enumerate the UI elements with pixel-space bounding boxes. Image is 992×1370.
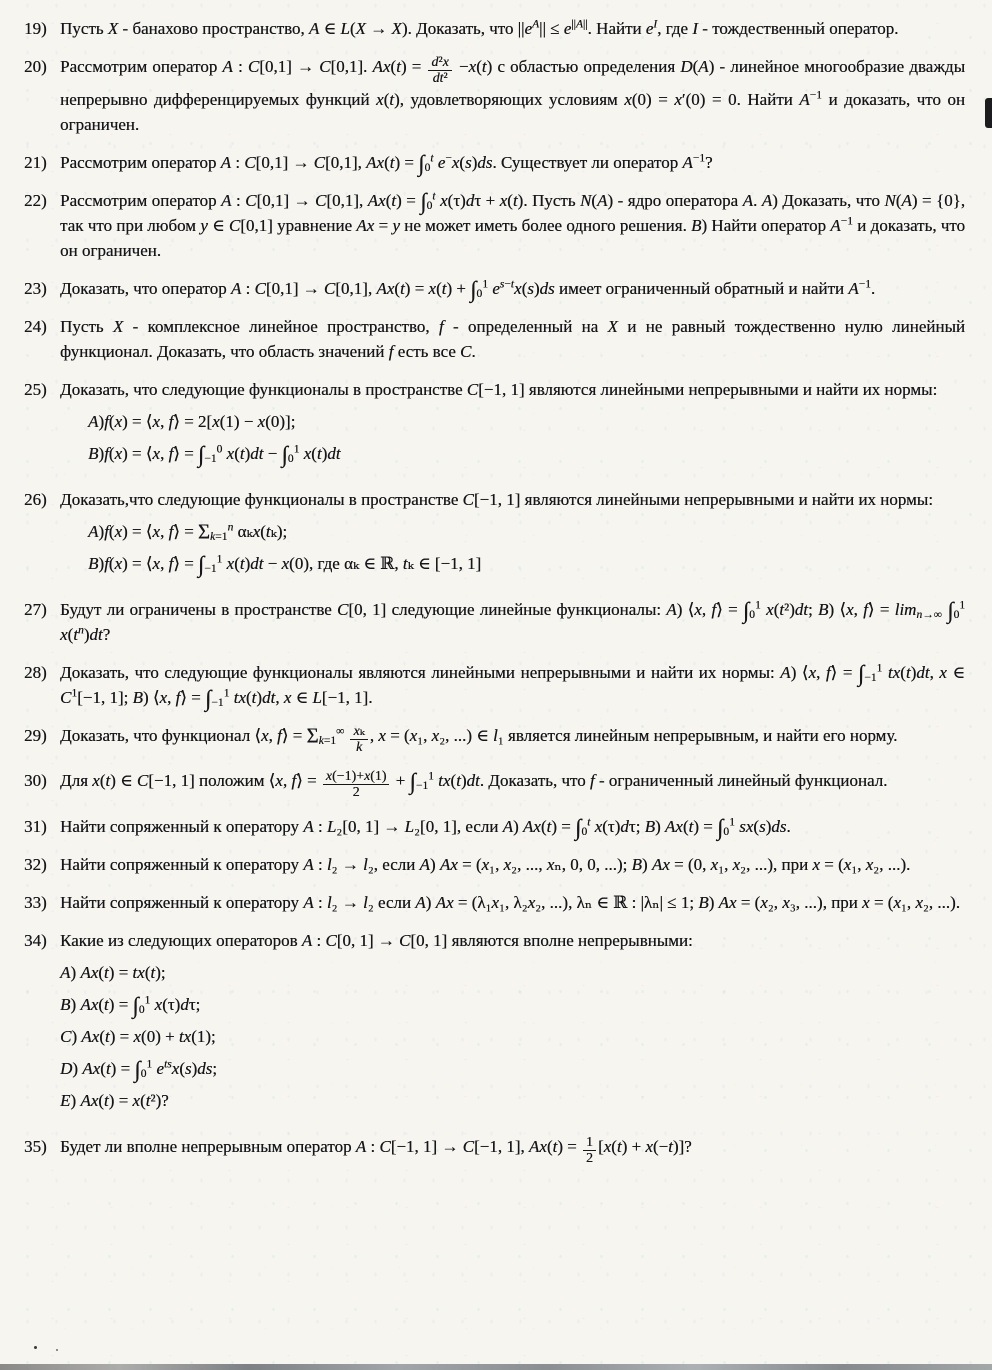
problem-item	[24, 16, 965, 41]
problem-number: 25)	[24, 379, 47, 399]
integral-sign: ∫	[409, 768, 416, 794]
problem-number: 33)	[24, 892, 47, 912]
problem-number: 29)	[24, 725, 47, 745]
integral-sign: ∫	[204, 685, 212, 711]
problem-subitem: D) $Ax(t) = \int_0^1$ $e^{ts}x(s)ds$;	[60, 1056, 218, 1082]
integral-sign: ∫	[716, 814, 724, 840]
integral-sign: ∫	[742, 597, 750, 623]
problem-number: 24)	[24, 316, 47, 336]
integral-sign: ∫	[575, 814, 582, 840]
problem-item	[24, 660, 965, 710]
problem-number: 32)	[24, 854, 47, 874]
problem-item	[24, 1134, 965, 1167]
integral-sign: ∫	[857, 660, 865, 686]
scan-ink-mark	[985, 98, 992, 128]
fraction: $\frac{\text{xₖ}}{k}$	[350, 724, 367, 755]
problem-subitems	[60, 961, 965, 1113]
integral-sign: ∫	[470, 276, 477, 302]
problem-item	[24, 814, 965, 839]
problem-subitem: B)f(x) = ⟨x, f⟩ = $\int_{-1}^0$ $x(t)dt - \int_0^1$ x(t)dt	[88, 441, 341, 467]
integral-sign: ∫	[947, 597, 954, 623]
problem-number: 21)	[24, 152, 47, 172]
problem-number: 30)	[24, 771, 47, 790]
scan-dot	[56, 1349, 58, 1351]
integral-sign: ∫	[418, 150, 425, 176]
problem-item	[24, 597, 965, 647]
problem-text: Рассмотрим оператор A : C[0,1] → C[0,1], $Ax(t) = \int_0^t$ e−x(s)ds. Существует ли оператор $A^{-1}$?	[60, 150, 713, 176]
scan-bottom-edge-band	[0, 1364, 992, 1370]
problem-subitem: A) Ax(t) = tx(t);	[60, 962, 166, 982]
integral-sign: ∫	[132, 992, 139, 1018]
problem-item	[24, 188, 965, 263]
problem-item	[24, 276, 965, 301]
problem-subitems	[60, 410, 965, 466]
problem-item	[24, 852, 965, 877]
problem-number: 26)	[24, 489, 47, 509]
problem-list	[24, 16, 965, 1166]
problem-text: Найти сопряженный к оператору A : l₂ → l₂, если A) Ax = (x₁, x₂, ..., xₙ, 0, 0, ...); B) Ax = (0, x₁, x₂, ...), при x = (x₁, x₂, ...).	[60, 854, 911, 874]
problem-item	[24, 723, 965, 756]
problem-item	[24, 377, 965, 474]
problem-number: 22)	[24, 190, 47, 210]
integral-sign: ∫	[281, 441, 288, 467]
problem-subitem: A)f(x) = ⟨x, f⟩ = 2[x(1) − x(0)];	[88, 411, 296, 431]
problem-text: Найти сопряженный к оператору A : l₂ → l₂ если A) Ax = (λ₁x₁, λ₂x₂, ...), λₙ ∈ ℝ : |λₙ| ≤ 1; B) Ax = (x₂, x₃, ...), при x = (x₁, x₂, ...).	[60, 892, 960, 912]
problem-number: 19)	[24, 19, 47, 38]
fraction: $\frac{1}{2}$	[583, 1135, 596, 1166]
problem-subitem: B)f(x) = ⟨x, f⟩ = $\int_{-1}^1$ x(t)dt − x(0), где αₖ ∈ ℝ, tₖ ∈ [−1, 1]	[88, 551, 482, 577]
problem-item	[24, 890, 965, 915]
sum-sign: Σ	[197, 521, 210, 544]
problem-item	[24, 54, 965, 137]
problem-text: Доказать, что следующие функционалы являются линейными непрерывными и найти их нормы: A) ⟨x, f⟩ = $\int_{-1}^1$ tx(t)dt, x ∈ $C^1[-1$, 1]; B) ⟨x, f⟩ = $\int_{-1}^1$ tx(t)dt, x ∈ L[−1, 1].	[60, 660, 966, 711]
problem-item	[24, 150, 965, 175]
problem-text: Доказать, что оператор A : C[0,1] → C[0,1], $Ax(t) = x(t) + \int_0^1$ $e^{s-t}x(s)ds$ имеет ограниченный обратный и найти $A^{-1}$.	[60, 276, 876, 302]
problem-text: Рассмотрим оператор A : C[0,1] → C[0,1]. Ax(t) = $\frac{\text{d²x}}{\text{dt²}}$ −x(t) с областью определения D(A) - линейное многообразие дважды непрерывно дифференцируемых функций x(t), удовлетворяющих условиям x(0) = x′(0) = 0. Найти $A^{-1}$ и доказать, что он ограничен.	[60, 55, 966, 134]
problem-number: 27)	[24, 599, 47, 619]
integral-sign: ∫	[197, 441, 205, 467]
problem-number: 28)	[24, 662, 47, 682]
problem-text: Доказать, что следующие функционалы в пространстве C[−1, 1] являются линейными непрерывными и найти их нормы:	[60, 379, 938, 399]
problem-number: 31)	[24, 816, 47, 836]
problem-subitem: E) Ax(t) = x(t²)?	[60, 1090, 169, 1110]
problem-subitem: A)f(x) = ⟨x, f⟩ = $\Sigma_{k=1}^n$ αₖx(tₖ);	[88, 520, 288, 544]
problem-number: 35)	[24, 1136, 47, 1156]
problem-item	[24, 314, 965, 364]
problem-text: Пусть X - комплексное линейное пространство, f - определенный на X и не равный тождественно нулю линейный функционал. Доказать, что область значений f есть все C.	[60, 316, 965, 361]
integral-sign: ∫	[420, 188, 427, 214]
problem-item	[24, 487, 965, 584]
problem-subitem: C) Ax(t) = x(0) + tx(1);	[60, 1026, 216, 1046]
problem-subitems	[60, 520, 965, 576]
problem-text: Для x(t) ∈ C[−1, 1] положим ⟨x, f⟩ = $\frac{x(-1)+x(1)}{2}$ + $\int_{-1}^1$ tx(t)dt. Доказать, что f - ограниченный линейный функционал.	[60, 768, 888, 801]
problem-text: Будут ли ограничены в пространстве C[0, 1] следующие линейные функционалы: A) ⟨x, f⟩ = $\int_0^1$ x(t²)dt; B) ⟨x, f⟩ = $\lim_{n\to\infty} \int_0^1$ $x(t^n)dt$?	[60, 597, 966, 644]
problem-number: 20)	[24, 57, 47, 76]
problem-text: Доказать, что функционал ⟨x, f⟩ = $\Sigma_{k=1}^\infty$ $\frac{\text{xₖ}}{k}$ , x = (x₁, x₂, ...) ∈ l₁ является линейным непрерывным, и найти его норму.	[60, 723, 898, 755]
problem-item	[24, 928, 965, 1121]
problem-text: Доказать,что следующие функционалы в пространстве C[−1, 1] являются линейными непрерывными и найти их нормы:	[60, 489, 933, 509]
problem-text: Найти сопряженный к оператору A : L₂[0, 1] → L₂[0, 1], если A) $Ax(t) = \int_0^t$ x(τ)dτ; B) $Ax(t) = \int_0^1$ sx(s)ds.	[60, 814, 791, 840]
sum-sign: Σ	[306, 725, 319, 748]
problem-text: Пусть X - банахово пространство, A ∈ L(X → X). Доказать, что $||e^A|| \le e^{||A||}$. Найти $e^I$, где I - тождественный оператор.	[60, 17, 899, 38]
problem-number: 34)	[24, 930, 47, 950]
integral-sign: ∫	[197, 551, 205, 577]
problem-number: 23)	[24, 278, 47, 298]
fraction: $\frac{x(-1)+x(1)}{2}$	[323, 769, 390, 800]
problem-text: Будет ли вполне непрерывным оператор A : C[−1, 1] → C[−1, 1], Ax(t) = $\frac{1}{2}$ [x(t) + x(−t)]?	[60, 1134, 692, 1166]
problem-text: Рассмотрим оператор A : C[0,1] → C[0,1], $Ax(t) = \int_0^t$ x(τ)dτ + x(t). Пусть N(A) - ядро оператора A. A) Доказать, что N(A) = {0}, так что при любом y ∈ C[0,1] уравнение Ax = y не может иметь более одного решения. B) Найти оператор $A^{-1}$ и доказать, что он ограничен.	[60, 188, 966, 260]
scan-dot	[34, 1346, 37, 1349]
problem-text: Какие из следующих операторов A : C[0, 1] → C[0, 1] являются вполне непрерывными:	[60, 930, 693, 950]
problem-subitem: B) $Ax(t) = \int_0^1$ x(τ)dτ;	[60, 992, 201, 1018]
fraction: $\frac{\text{d²x}}{\text{dt²}}$	[428, 55, 451, 86]
problem-item	[24, 768, 965, 801]
integral-sign: ∫	[134, 1056, 141, 1082]
